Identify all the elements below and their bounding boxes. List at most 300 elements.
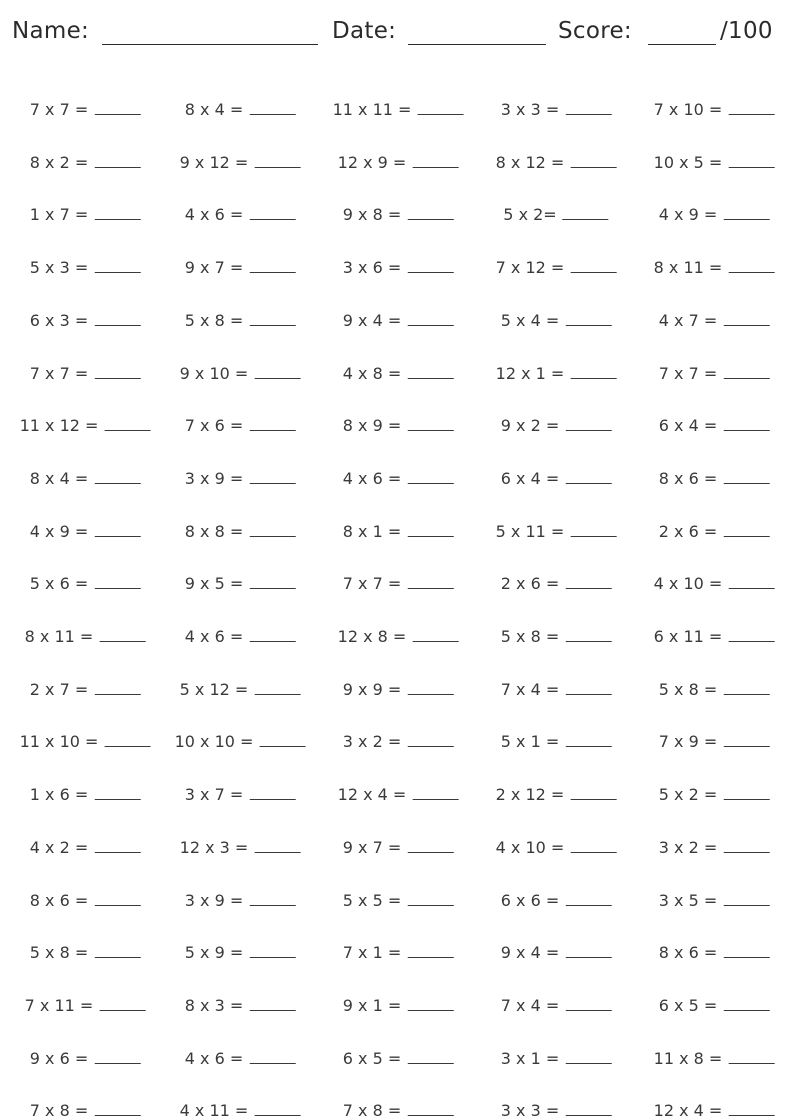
problem-text: 2 x 12 = bbox=[495, 785, 565, 805]
answer-blank[interactable] bbox=[249, 945, 295, 958]
answer-blank[interactable] bbox=[407, 207, 453, 220]
problem-item bbox=[185, 996, 296, 1015]
problem-item bbox=[501, 1049, 612, 1068]
answer-blank[interactable] bbox=[723, 734, 769, 747]
problem-text: 8 x 11 = bbox=[653, 258, 723, 278]
problem-item bbox=[343, 205, 454, 224]
problem-item bbox=[30, 153, 141, 172]
answer-blank[interactable] bbox=[249, 260, 295, 273]
problem-text: 6 x 4 = bbox=[500, 468, 560, 488]
answer-blank[interactable] bbox=[407, 576, 453, 589]
problem-text: 7 x 7 = bbox=[29, 100, 89, 119]
answer-blank[interactable] bbox=[570, 787, 616, 800]
problem-text: 6 x 4 = bbox=[658, 416, 718, 436]
answer-blank[interactable] bbox=[565, 102, 611, 115]
problem-text: 7 x 7 = bbox=[29, 363, 89, 383]
problem-item bbox=[185, 627, 296, 646]
problem-item bbox=[30, 522, 141, 541]
problem-item bbox=[501, 996, 612, 1015]
problem-text: 4 x 6 = bbox=[342, 468, 402, 488]
answer-blank[interactable] bbox=[407, 1051, 453, 1064]
problem-text: 7 x 1 = bbox=[342, 943, 402, 963]
answer-blank[interactable] bbox=[417, 102, 463, 115]
answer-blank[interactable] bbox=[407, 682, 453, 695]
problem-item bbox=[496, 364, 617, 383]
problem-text: 5 x 3 = bbox=[29, 258, 89, 278]
answer-blank[interactable] bbox=[254, 1103, 300, 1116]
answer-blank[interactable] bbox=[254, 840, 300, 853]
problem-item bbox=[185, 416, 296, 435]
answer-blank[interactable] bbox=[254, 155, 300, 168]
answer-blank[interactable] bbox=[565, 418, 611, 431]
problem-item bbox=[20, 416, 151, 435]
problem-text: 3 x 9 = bbox=[184, 890, 244, 910]
problem-text: 7 x 6 = bbox=[184, 416, 244, 436]
problem-item bbox=[30, 364, 141, 383]
problem-item bbox=[501, 891, 612, 910]
problem-text: 5 x 9 = bbox=[184, 943, 244, 963]
answer-blank[interactable] bbox=[259, 734, 305, 747]
problem-item bbox=[338, 627, 459, 646]
problem-text: 9 x 4 = bbox=[342, 310, 402, 330]
answer-blank[interactable] bbox=[94, 366, 140, 379]
answer-blank[interactable] bbox=[94, 207, 140, 220]
answer-blank[interactable] bbox=[94, 1103, 140, 1116]
problem-item bbox=[501, 469, 612, 488]
problem-item bbox=[654, 627, 775, 646]
problem-text: 4 x 6 = bbox=[184, 205, 244, 225]
answer-blank[interactable] bbox=[412, 629, 458, 642]
problem-item bbox=[343, 1049, 454, 1068]
answer-blank[interactable] bbox=[723, 893, 769, 906]
problem-item bbox=[659, 943, 770, 962]
problem-item bbox=[343, 258, 454, 277]
answer-blank[interactable] bbox=[565, 998, 611, 1011]
answer-blank[interactable] bbox=[99, 629, 145, 642]
problem-text: 12 x 1 = bbox=[495, 363, 565, 383]
problem-text: 5 x 5 = bbox=[342, 890, 402, 910]
problem-item bbox=[343, 680, 454, 699]
problem-text: 4 x 8 = bbox=[342, 363, 402, 383]
problem-item bbox=[501, 100, 612, 119]
answer-blank[interactable] bbox=[723, 524, 769, 537]
problem-text: 8 x 11 = bbox=[24, 627, 94, 646]
answer-blank[interactable] bbox=[249, 102, 295, 115]
problem-text: 4 x 10 = bbox=[653, 574, 723, 594]
answer-blank[interactable] bbox=[94, 893, 140, 906]
problem-item bbox=[30, 258, 141, 277]
answer-blank[interactable] bbox=[94, 682, 140, 695]
answer-blank[interactable] bbox=[94, 471, 140, 484]
answer-blank[interactable] bbox=[565, 682, 611, 695]
problem-text: 8 x 4 = bbox=[29, 468, 89, 488]
problem-text: 2 x 7 = bbox=[29, 679, 89, 699]
problem-text: 12 x 4 = bbox=[337, 785, 407, 805]
answer-blank[interactable] bbox=[570, 840, 616, 853]
problem-text: 2 x 6 = bbox=[658, 521, 718, 541]
answer-blank[interactable] bbox=[570, 524, 616, 537]
answer-blank[interactable] bbox=[570, 260, 616, 273]
problem-text: 4 x 6 = bbox=[184, 627, 244, 646]
problem-text: 8 x 12 = bbox=[495, 152, 565, 172]
answer-blank[interactable] bbox=[723, 840, 769, 853]
answer-blank[interactable] bbox=[99, 998, 145, 1011]
answer-blank[interactable] bbox=[249, 629, 295, 642]
answer-blank[interactable] bbox=[728, 629, 774, 642]
problem-item bbox=[25, 996, 146, 1015]
problem-text: 7 x 7 = bbox=[658, 363, 718, 383]
problem-item bbox=[185, 891, 296, 910]
problem-item bbox=[654, 1101, 775, 1120]
problem-text: 5 x 8 = bbox=[29, 943, 89, 963]
answer-blank[interactable] bbox=[565, 629, 611, 642]
problem-item bbox=[501, 943, 612, 962]
problem-text: 3 x 6 = bbox=[342, 258, 402, 278]
problem-item bbox=[185, 522, 296, 541]
date-label: Date: bbox=[332, 18, 397, 44]
problem-text: 5 x 2= bbox=[503, 205, 557, 225]
problem-item bbox=[659, 680, 770, 699]
problem-item bbox=[654, 100, 775, 119]
answer-blank[interactable] bbox=[249, 207, 295, 220]
problem-item bbox=[659, 311, 770, 330]
problem-item bbox=[180, 838, 301, 857]
answer-blank[interactable] bbox=[249, 1051, 295, 1064]
problem-item bbox=[503, 205, 608, 224]
problem-item bbox=[338, 785, 459, 804]
answer-blank[interactable] bbox=[728, 1051, 774, 1064]
problem-item bbox=[185, 785, 296, 804]
problem-item bbox=[30, 943, 141, 962]
answer-blank[interactable] bbox=[407, 418, 453, 431]
problem-text: 5 x 8 = bbox=[500, 627, 560, 646]
problem-text: 4 x 9 = bbox=[658, 205, 718, 225]
problem-item bbox=[659, 416, 770, 435]
problem-item bbox=[30, 469, 141, 488]
problem-text: 4 x 2 = bbox=[29, 837, 89, 857]
problem-text: 9 x 5 = bbox=[184, 574, 244, 594]
problem-item bbox=[180, 1101, 301, 1120]
answer-blank[interactable] bbox=[407, 313, 453, 326]
problem-item bbox=[185, 943, 296, 962]
answer-blank[interactable] bbox=[728, 1103, 774, 1116]
answer-blank[interactable] bbox=[728, 576, 774, 589]
answer-blank[interactable] bbox=[249, 313, 295, 326]
problem-text: 7 x 8 = bbox=[29, 1101, 89, 1120]
problem-text: 7 x 10 = bbox=[653, 100, 723, 119]
problem-item bbox=[659, 996, 770, 1015]
problem-text: 8 x 8 = bbox=[184, 521, 244, 541]
problem-text: 5 x 6 = bbox=[29, 574, 89, 594]
answer-blank[interactable] bbox=[94, 155, 140, 168]
problem-text: 3 x 1 = bbox=[500, 1048, 560, 1068]
answer-blank[interactable] bbox=[570, 366, 616, 379]
problem-text: 6 x 6 = bbox=[500, 890, 560, 910]
problem-text: 7 x 4 = bbox=[500, 679, 560, 699]
answer-blank[interactable] bbox=[407, 998, 453, 1011]
answer-blank[interactable] bbox=[249, 998, 295, 1011]
answer-blank[interactable] bbox=[723, 418, 769, 431]
answer-blank[interactable] bbox=[249, 418, 295, 431]
answer-blank[interactable] bbox=[723, 366, 769, 379]
problem-item bbox=[659, 364, 770, 383]
problem-text: 8 x 6 = bbox=[658, 943, 718, 963]
problem-text: 7 x 11 = bbox=[24, 995, 94, 1015]
problem-text: 10 x 5 = bbox=[653, 152, 723, 172]
problem-item bbox=[343, 732, 454, 751]
answer-blank[interactable] bbox=[723, 998, 769, 1011]
problem-text: 8 x 6 = bbox=[658, 468, 718, 488]
problem-text: 3 x 3 = bbox=[500, 1101, 560, 1120]
problem-item bbox=[180, 364, 301, 383]
problem-item bbox=[185, 469, 296, 488]
problem-text: 2 x 6 = bbox=[500, 574, 560, 594]
answer-blank[interactable] bbox=[407, 260, 453, 273]
problem-item bbox=[343, 364, 454, 383]
problem-text: 3 x 9 = bbox=[184, 468, 244, 488]
answer-blank[interactable] bbox=[94, 945, 140, 958]
problem-item bbox=[30, 311, 141, 330]
problem-text: 8 x 2 = bbox=[29, 152, 89, 172]
problem-item bbox=[343, 522, 454, 541]
problem-text: 12 x 3 = bbox=[179, 837, 249, 857]
problem-text: 12 x 9 = bbox=[337, 152, 407, 172]
problem-text: 3 x 2 = bbox=[658, 837, 718, 857]
problem-text: 7 x 4 = bbox=[500, 995, 560, 1015]
problem-text: 9 x 9 = bbox=[342, 679, 402, 699]
problem-item bbox=[30, 838, 141, 857]
problem-item bbox=[20, 732, 151, 751]
problem-text: 6 x 5 = bbox=[342, 1048, 402, 1068]
problem-item bbox=[343, 416, 454, 435]
problem-text: 4 x 7 = bbox=[658, 310, 718, 330]
problem-item bbox=[343, 311, 454, 330]
problem-text: 5 x 2 = bbox=[658, 785, 718, 805]
problem-item bbox=[501, 1101, 612, 1120]
answer-blank[interactable] bbox=[249, 471, 295, 484]
problem-item bbox=[185, 1049, 296, 1068]
problem-item bbox=[501, 311, 612, 330]
problem-text: 6 x 5 = bbox=[658, 995, 718, 1015]
problem-item bbox=[185, 205, 296, 224]
problem-item bbox=[185, 574, 296, 593]
problem-item bbox=[659, 732, 770, 751]
problem-text: 12 x 8 = bbox=[337, 627, 407, 646]
answer-blank[interactable] bbox=[104, 418, 150, 431]
answer-blank[interactable] bbox=[94, 313, 140, 326]
answer-blank[interactable] bbox=[723, 787, 769, 800]
answer-blank[interactable] bbox=[565, 734, 611, 747]
problem-text: 9 x 2 = bbox=[500, 416, 560, 436]
problem-text: 8 x 6 = bbox=[29, 890, 89, 910]
answer-blank[interactable] bbox=[723, 945, 769, 958]
problem-item bbox=[659, 522, 770, 541]
problem-item bbox=[338, 153, 459, 172]
problem-text: 11 x 10 = bbox=[19, 732, 99, 752]
problem-text: 4 x 9 = bbox=[29, 521, 89, 541]
problem-item bbox=[25, 627, 146, 646]
problem-item bbox=[343, 838, 454, 857]
problem-text: 1 x 6 = bbox=[29, 785, 89, 805]
problem-text: 4 x 11 = bbox=[179, 1101, 249, 1120]
problem-item bbox=[654, 1049, 775, 1068]
answer-blank[interactable] bbox=[565, 1103, 611, 1116]
problem-text: 8 x 3 = bbox=[184, 995, 244, 1015]
answer-blank[interactable] bbox=[94, 576, 140, 589]
answer-blank[interactable] bbox=[723, 313, 769, 326]
answer-blank[interactable] bbox=[94, 524, 140, 537]
problem-item bbox=[654, 258, 775, 277]
problem-item bbox=[496, 153, 617, 172]
answer-blank[interactable] bbox=[249, 893, 295, 906]
answer-blank[interactable] bbox=[104, 734, 150, 747]
problem-text: 7 x 7 = bbox=[342, 574, 402, 594]
problem-item bbox=[30, 680, 141, 699]
answer-blank[interactable] bbox=[407, 524, 453, 537]
problem-item bbox=[501, 574, 612, 593]
answer-blank[interactable] bbox=[565, 471, 611, 484]
problem-item bbox=[496, 258, 617, 277]
problem-item bbox=[654, 574, 775, 593]
problem-item bbox=[30, 574, 141, 593]
problem-text: 5 x 8 = bbox=[658, 679, 718, 699]
problem-item bbox=[496, 522, 617, 541]
answer-blank[interactable] bbox=[565, 893, 611, 906]
answer-blank[interactable] bbox=[565, 576, 611, 589]
problem-item bbox=[501, 680, 612, 699]
problem-text: 7 x 9 = bbox=[658, 732, 718, 752]
answer-blank[interactable] bbox=[570, 155, 616, 168]
problem-text: 8 x 9 = bbox=[342, 416, 402, 436]
problem-text: 11 x 11 = bbox=[332, 100, 412, 119]
problem-item bbox=[185, 258, 296, 277]
problem-text: 11 x 8 = bbox=[653, 1048, 723, 1068]
problem-text: 9 x 4 = bbox=[500, 943, 560, 963]
problem-item bbox=[343, 469, 454, 488]
answer-blank[interactable] bbox=[412, 787, 458, 800]
problem-text: 3 x 2 = bbox=[342, 732, 402, 752]
name-label: Name: bbox=[12, 18, 90, 44]
problem-text: 4 x 6 = bbox=[184, 1048, 244, 1068]
answer-blank[interactable] bbox=[563, 207, 609, 220]
problem-text: 5 x 12 = bbox=[179, 679, 249, 699]
problem-text: 3 x 5 = bbox=[658, 890, 718, 910]
answer-blank[interactable] bbox=[254, 366, 300, 379]
problem-item bbox=[501, 416, 612, 435]
answer-blank[interactable] bbox=[407, 471, 453, 484]
problem-item bbox=[501, 627, 612, 646]
problem-item bbox=[501, 732, 612, 751]
problem-text: 3 x 7 = bbox=[184, 785, 244, 805]
problem-item bbox=[659, 838, 770, 857]
problem-item bbox=[343, 1101, 454, 1120]
problem-text: 8 x 1 = bbox=[342, 521, 402, 541]
problem-item bbox=[30, 205, 141, 224]
answer-blank[interactable] bbox=[412, 155, 458, 168]
answer-blank[interactable] bbox=[249, 524, 295, 537]
answer-blank[interactable] bbox=[94, 840, 140, 853]
answer-blank[interactable] bbox=[407, 893, 453, 906]
answer-blank[interactable] bbox=[407, 840, 453, 853]
problem-text: 9 x 10 = bbox=[179, 363, 249, 383]
answer-blank[interactable] bbox=[728, 155, 774, 168]
problem-item bbox=[496, 785, 617, 804]
problem-text: 6 x 3 = bbox=[29, 310, 89, 330]
answer-blank[interactable] bbox=[94, 260, 140, 273]
problem-item bbox=[30, 891, 141, 910]
problem-text: 1 x 7 = bbox=[29, 205, 89, 225]
problem-text: 3 x 3 = bbox=[500, 100, 560, 119]
problem-item bbox=[30, 1101, 141, 1120]
problem-item bbox=[343, 943, 454, 962]
problem-item bbox=[333, 100, 464, 119]
answer-blank[interactable] bbox=[723, 682, 769, 695]
problem-text: 9 x 7 = bbox=[342, 837, 402, 857]
problem-text: 9 x 6 = bbox=[29, 1048, 89, 1068]
answer-blank[interactable] bbox=[254, 682, 300, 695]
answer-blank[interactable] bbox=[94, 787, 140, 800]
answer-blank[interactable] bbox=[249, 576, 295, 589]
problem-item bbox=[659, 891, 770, 910]
answer-blank[interactable] bbox=[407, 945, 453, 958]
problem-text: 9 x 12 = bbox=[179, 152, 249, 172]
answer-blank[interactable] bbox=[723, 207, 769, 220]
problem-text: 12 x 4 = bbox=[653, 1101, 723, 1120]
answer-blank[interactable] bbox=[407, 1103, 453, 1116]
answer-blank[interactable] bbox=[565, 1051, 611, 1064]
problem-item bbox=[343, 574, 454, 593]
answer-blank[interactable] bbox=[565, 945, 611, 958]
problem-item bbox=[180, 680, 301, 699]
answer-blank[interactable] bbox=[407, 366, 453, 379]
problem-item bbox=[30, 1049, 141, 1068]
score-total: /100 bbox=[720, 18, 773, 44]
problem-item bbox=[343, 996, 454, 1015]
problem-text: 7 x 12 = bbox=[495, 258, 565, 278]
problem-item bbox=[185, 311, 296, 330]
problem-text: 9 x 7 = bbox=[184, 258, 244, 278]
problem-text: 5 x 1 = bbox=[500, 732, 560, 752]
answer-blank[interactable] bbox=[249, 787, 295, 800]
problem-item bbox=[659, 469, 770, 488]
answer-blank[interactable] bbox=[565, 313, 611, 326]
answer-blank[interactable] bbox=[728, 260, 774, 273]
problem-text: 6 x 11 = bbox=[653, 627, 723, 646]
answer-blank[interactable] bbox=[94, 1051, 140, 1064]
answer-blank[interactable] bbox=[723, 471, 769, 484]
problem-text: 5 x 4 = bbox=[500, 310, 560, 330]
problem-item bbox=[175, 732, 306, 751]
problem-text: 8 x 4 = bbox=[184, 100, 244, 119]
problem-item bbox=[654, 153, 775, 172]
answer-blank[interactable] bbox=[94, 102, 140, 115]
problem-item bbox=[30, 100, 141, 119]
problem-text: 4 x 10 = bbox=[495, 837, 565, 857]
problem-text: 5 x 11 = bbox=[495, 521, 565, 541]
problem-item bbox=[180, 153, 301, 172]
problem-item bbox=[30, 785, 141, 804]
problem-item bbox=[343, 891, 454, 910]
problem-item bbox=[496, 838, 617, 857]
problem-item bbox=[659, 205, 770, 224]
answer-blank[interactable] bbox=[407, 734, 453, 747]
problem-text: 5 x 8 = bbox=[184, 310, 244, 330]
problem-item bbox=[185, 100, 296, 119]
problem-text: 7 x 8 = bbox=[342, 1101, 402, 1120]
problem-text: 9 x 8 = bbox=[342, 205, 402, 225]
answer-blank[interactable] bbox=[728, 102, 774, 115]
problem-text: 10 x 10 = bbox=[174, 732, 254, 752]
